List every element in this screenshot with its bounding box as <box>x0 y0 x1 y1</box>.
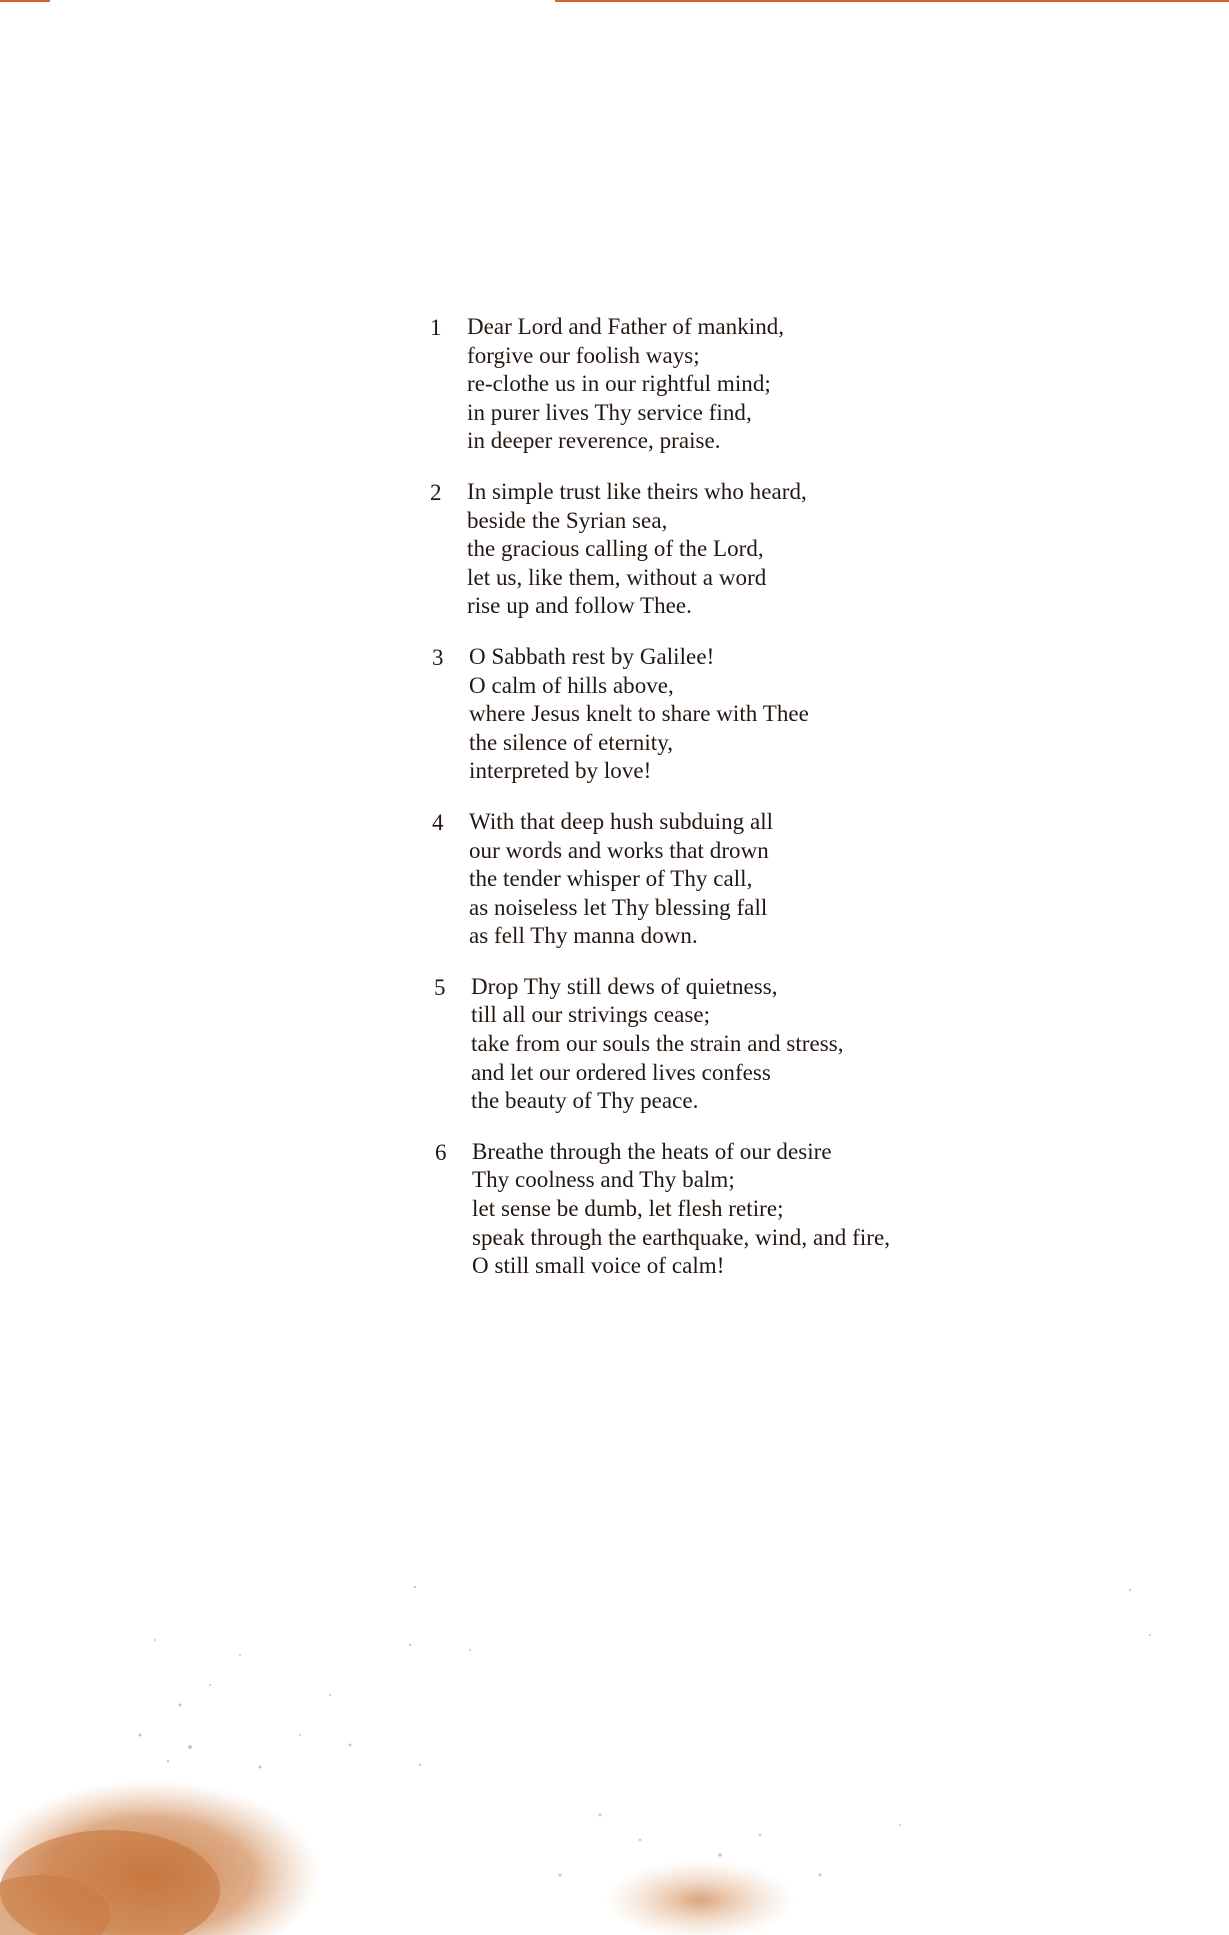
verse-line: where Jesus knelt to share with Thee <box>469 701 809 727</box>
verse-line: take from our souls the strain and stress, <box>471 1031 844 1057</box>
verse-line: let sense be dumb, let flesh retire; <box>472 1196 784 1222</box>
verse-line: as noiseless let Thy blessing fall <box>469 894 768 920</box>
verse-line: the beauty of Thy peace. <box>471 1088 699 1114</box>
verse-line: In simple trust like theirs who heard, <box>467 478 807 504</box>
verse-line: till all our strivings cease; <box>471 1002 711 1028</box>
verse-line: With that deep hush subduing all <box>469 808 774 834</box>
paper-stain-bottom <box>0 1585 1229 1935</box>
stain-blot-lower-left <box>0 1875 110 1935</box>
verse-line: let us, like them, without a word <box>467 564 767 590</box>
verse-line: the silence of eternity, <box>469 729 674 755</box>
stanza-lines <box>469 808 1070 951</box>
verse-line: the gracious calling of the Lord, <box>467 536 764 562</box>
verse-line: in deeper reverence, praise. <box>467 428 721 454</box>
verse-line: Dear Lord and Father of mankind, <box>467 314 785 339</box>
verse-line: the tender whisper of Thy call, <box>469 866 753 892</box>
top-border-right <box>555 0 1229 2</box>
verse-line: Drop Thy still dews of quietness, <box>471 973 778 999</box>
stanza-number: 1 <box>430 315 442 340</box>
verse-line: O Sabbath rest by Galilee! <box>469 643 715 669</box>
top-border-left <box>0 0 50 2</box>
stanza-lines <box>469 643 1070 786</box>
stain-blot-mid <box>605 1860 795 1935</box>
stain-speckles <box>139 1586 1152 1877</box>
stanza-5 <box>434 973 1070 1116</box>
verse-line: speak through the earthquake, wind, and fire, <box>472 1224 891 1250</box>
verse-line: rise up and follow Thee. <box>467 593 692 619</box>
stanza-lines <box>467 478 1070 621</box>
stanza-number: 3 <box>432 644 444 670</box>
verse-line: re-clothe us in our rightful mind; <box>467 371 771 397</box>
verse-line: O calm of hills above, <box>469 672 674 698</box>
stanza-lines <box>467 313 1070 456</box>
verse-line: O still small voice of calm! <box>472 1253 725 1279</box>
verse-line: as fell Thy manna down. <box>469 923 698 949</box>
stanza-2 <box>430 478 1070 621</box>
stanza-lines <box>472 1138 1070 1281</box>
stanza-number: 6 <box>435 1139 447 1165</box>
verse-line: forgive our foolish ways; <box>467 342 700 368</box>
stanza-number: 2 <box>430 479 442 505</box>
stain-blot-left <box>0 1780 320 1935</box>
stanza-3 <box>432 643 1070 786</box>
stanza-4 <box>432 808 1070 951</box>
verse-line: beside the Syrian sea, <box>467 507 668 533</box>
stanza-lines <box>471 973 1070 1116</box>
stanza-number: 5 <box>434 974 446 1000</box>
stanza-1 <box>430 313 1070 456</box>
verse-line: in purer lives Thy service find, <box>467 399 752 425</box>
stanza-number: 4 <box>432 809 444 835</box>
verse-line: our words and works that drown <box>469 837 769 863</box>
verse-line: interpreted by love! <box>469 758 652 784</box>
hymn-text <box>430 313 1070 1303</box>
stanza-6 <box>435 1138 1070 1281</box>
verse-line: Thy coolness and Thy balm; <box>472 1167 735 1193</box>
verse-line: and let our ordered lives confess <box>471 1059 771 1085</box>
verse-line: Breathe through the heats of our desire <box>472 1138 832 1164</box>
stain-blot-left-inner <box>0 1830 220 1935</box>
